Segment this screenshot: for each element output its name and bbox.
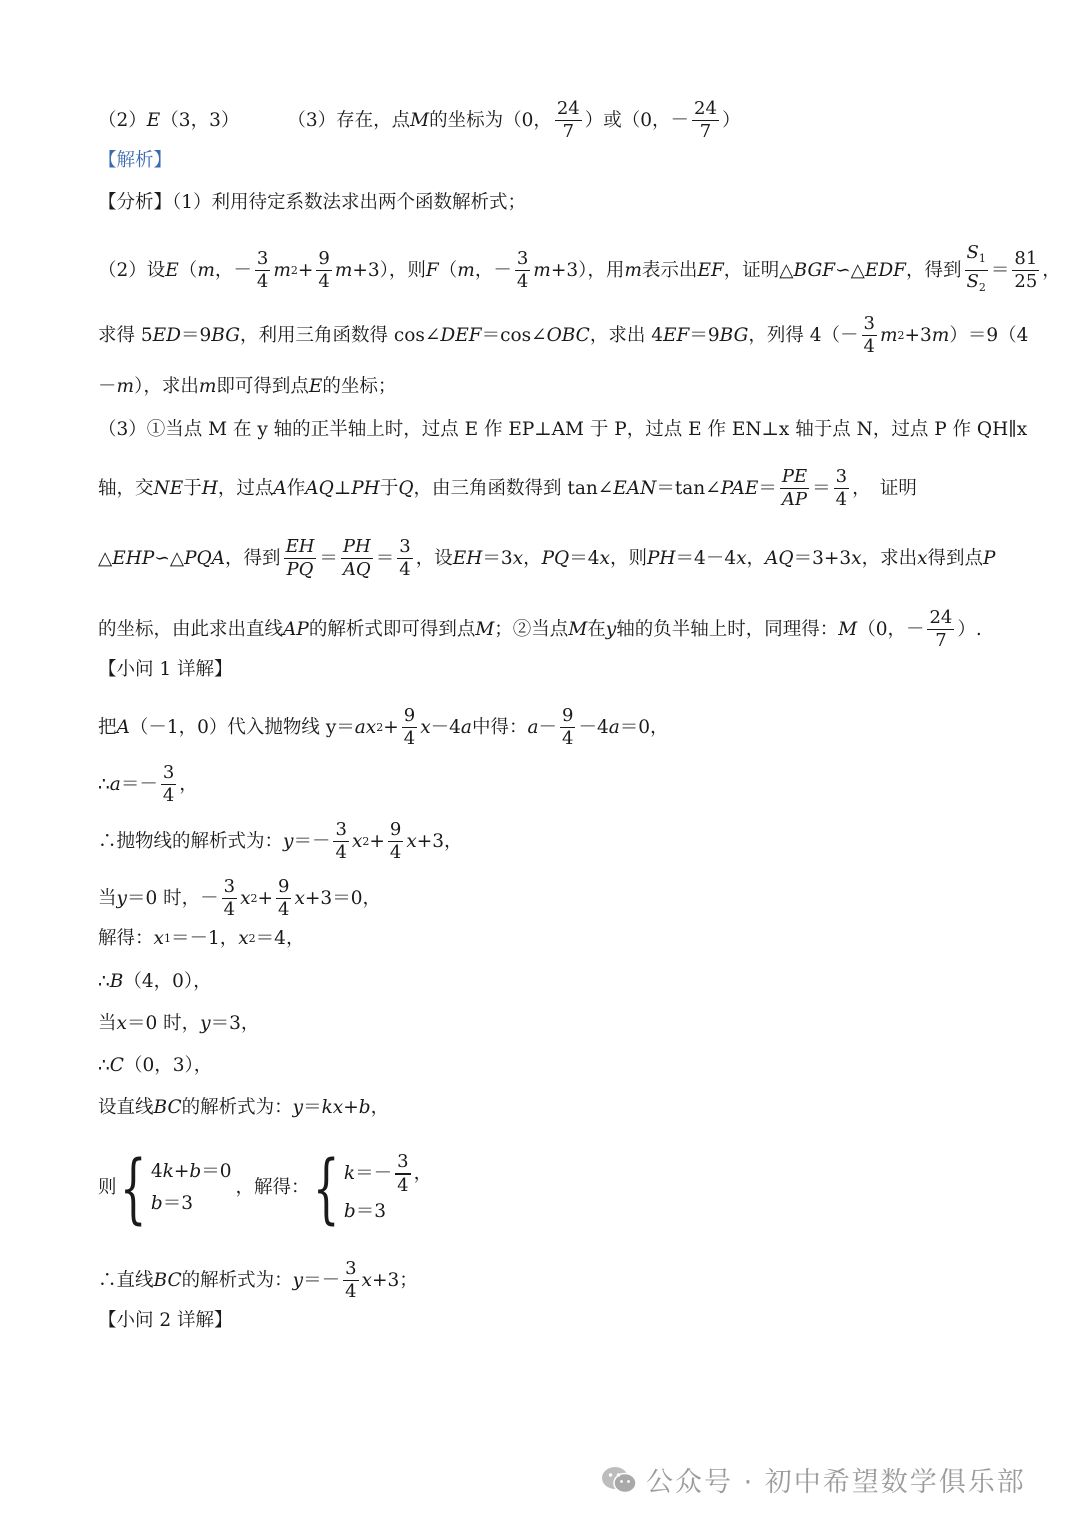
subquestion-1-heading: 【小问 1 详解】 xyxy=(98,659,233,680)
fraction: $\frac{24}{7}$ xyxy=(694,98,717,143)
watermark: 公众号 · 初中希望数学俱乐部 xyxy=(600,1460,1026,1499)
analysis-line-7: △ EHP ∽△ PQA ，得到 $\frac{EH}{PQ}$ ＝ $\frac{PH}{AQ}$ ＝ $\frac{3}{4}$ ，设 EH ＝3 x ， PQ ＝4 x ，则 PH ＝4－4 x ， AQ ＝3+3 x ，求出 x 得到点 P xyxy=(98,536,996,581)
fraction: $\frac{3}{4}$ xyxy=(399,536,411,581)
solution-line-1: 把 A （－1，0）代入抛物线 y＝ ax 2 + $\frac{9}{4}$ x －4 a 中得： a － $\frac{9}{4}$ －4 a ＝0， xyxy=(98,705,669,750)
wechat-icon xyxy=(600,1465,638,1495)
solution-line-7: 当 x ＝0 时， y ＝3， xyxy=(98,1013,260,1034)
fraction: $\frac{24}{7}$ xyxy=(556,98,580,143)
fraction: $\frac{24}{7}$ xyxy=(929,607,953,652)
fraction: $\frac{3}{4}$ xyxy=(162,762,175,807)
fraction: $\frac{S_1}{S_2}$ xyxy=(966,242,986,295)
fraction: $\frac{PE}{AP}$ xyxy=(781,466,808,511)
analysis-line-2: （2）设 E （ m ，－ $\frac{3}{4}$ m 2 + $\frac{9}{4}$ m +3），则 F （ m ，－ $\frac{3}{4}$ m +3），用 m 表示出 EF ，证明△ BGF ∽△ EDF ，得到 $\frac{S_1}{S_2}$ ＝ $\frac{81}{25}$ ， xyxy=(98,242,1061,299)
fraction: $\frac{3}{4}$ xyxy=(516,248,529,293)
fraction: $\frac{9}{4}$ xyxy=(389,819,402,864)
equation-system: { 4k+b＝0 b＝3 xyxy=(119,1143,232,1232)
fraction: $\frac{3}{4}$ xyxy=(835,466,848,511)
answer-line-1: （2） E （3，3） （3）存在，点 M 的坐标为（0， $\frac{24}{7}$ ）或（0，－ $\frac{24}{7}$ ） xyxy=(98,98,741,143)
fraction: $\frac{81}{25}$ xyxy=(1014,248,1038,293)
solution-line-9: 设直线 BC 的解析式为： y ＝ kx + b ， xyxy=(98,1097,390,1118)
fraction: $\frac{3}{4}$ xyxy=(223,876,236,921)
fraction: $\frac{9}{4}$ xyxy=(278,876,290,921)
fraction: $\frac{3}{4}$ xyxy=(335,819,347,864)
analysis-line-5: （3）①当点 M 在 y 轴的正半轴上时，过点 E 作 EP⊥AM 于 P，过点 E 作 EN⊥x 轴于点 N，过点 P 作 QH∥x xyxy=(98,419,1028,440)
fraction: $\frac{PH}{AQ}$ xyxy=(342,536,371,581)
analysis-line-6: 轴，交 NE 于 H ，过点 A 作 AQ ⊥ PH 于 Q ，由三角函数得到 tan∠ EAN ＝tan∠ PAE ＝ $\frac{PE}{AP}$ ＝ $\frac{3}{4}$ ， 证明 xyxy=(98,466,917,511)
analysis-line-4: － m ），求出 m 即可得到点 E 的坐标； xyxy=(98,376,397,397)
subquestion-2-heading: 【小问 2 详解】 xyxy=(98,1310,233,1331)
analysis-line-8: 的坐标，由此求出直线 AP 的解析式即可得到点 M ；②当点 M 在 y 轴的负半轴上时，同理得： M （0，－ $\frac{24}{7}$ ）. xyxy=(98,607,982,652)
section-jiexi: 【解析】 xyxy=(98,150,173,171)
analysis-line-1: 【分析】（1）利用待定系数法求出两个函数解析式； xyxy=(98,192,527,213)
analysis-line-3: 求得 5 ED ＝9 BG ，利用三角函数得 cos∠ DEF ＝cos∠ OBC ，求出 4 EF ＝9 BG ，列得 4（－ $\frac{3}{4}$ m 2 +3 m ）＝9（4 xyxy=(98,313,1029,358)
fraction: $\frac{9}{4}$ xyxy=(318,248,330,293)
fraction: $\frac{3}{4}$ xyxy=(397,1151,409,1196)
solution-line-4: 当 y ＝0 时，－ $\frac{3}{4}$ x 2 + $\frac{9}{4}$ x +3＝0， xyxy=(98,876,381,921)
solution-line-5: 解得： x 1 ＝－1， x 2 ＝4， xyxy=(98,928,305,949)
equation-system: { k ＝－ $\frac{3}{4}$ ， b＝3 xyxy=(312,1143,433,1232)
solution-line-3: ∴抛物线的解析式为： y ＝－ $\frac{3}{4}$ x 2 + $\frac{9}{4}$ x +3， xyxy=(98,819,463,864)
solution-line-2: ∴ a ＝－ $\frac{3}{4}$ ， xyxy=(98,762,198,807)
solution-line-11: ∴直线 BC 的解析式为： y ＝－ $\frac{3}{4}$ x +3； xyxy=(98,1258,418,1303)
solution-line-8: ∴ C （0，3）， xyxy=(98,1055,213,1076)
fraction: $\frac{EH}{PQ}$ xyxy=(285,536,315,581)
fraction: $\frac{9}{4}$ xyxy=(403,705,416,750)
fraction: $\frac{3}{4}$ xyxy=(345,1258,357,1303)
solution-line-10: 则 { 4k+b＝0 b＝3 ，解得： { k ＝－ $\frac{3}{4}$ ， b＝3 xyxy=(98,1143,433,1232)
fraction: $\frac{9}{4}$ xyxy=(562,705,574,750)
solution-line-6: ∴ B （4，0）， xyxy=(98,971,212,992)
fraction: $\frac{3}{4}$ xyxy=(863,313,875,358)
fraction: $\frac{3}{4}$ xyxy=(256,248,269,293)
